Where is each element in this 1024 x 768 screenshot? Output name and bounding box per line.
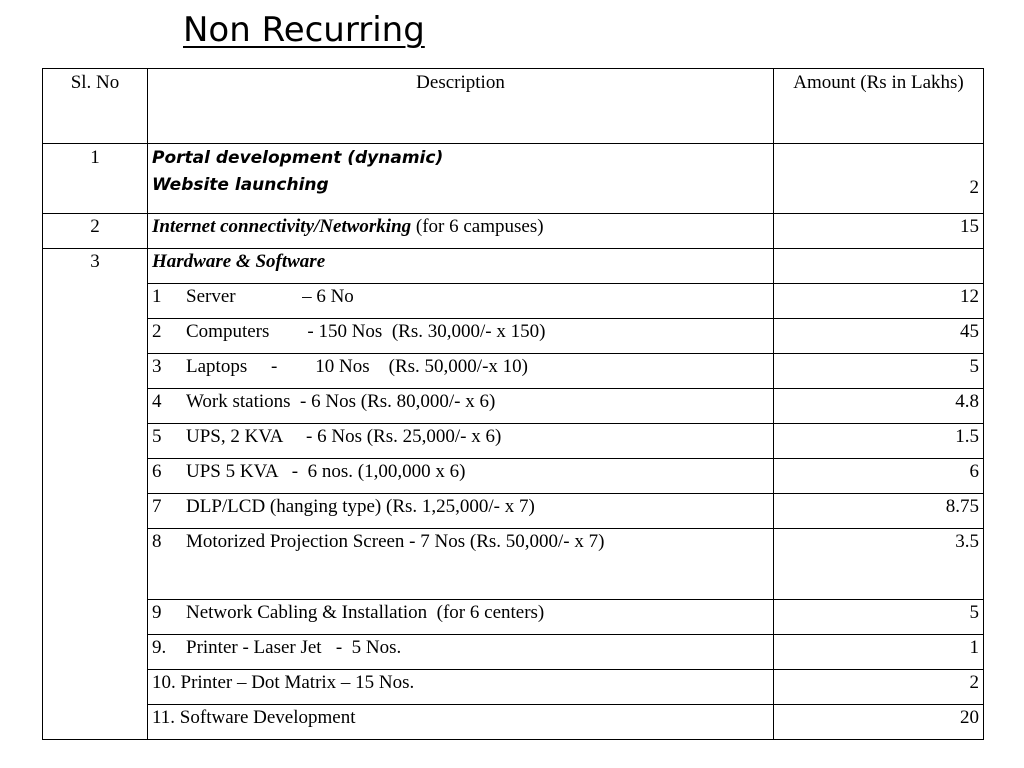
item-number: 9.: [152, 637, 167, 658]
item-amount: 3.5: [774, 529, 984, 600]
page-title: Non Recurring: [183, 10, 425, 50]
row-sl-no: 3: [43, 249, 148, 740]
table-row: [43, 249, 984, 284]
item-text: Software Development: [179, 707, 356, 728]
item-description: [148, 529, 774, 600]
header-description: Description: [148, 69, 774, 144]
item-text: DLP/LCD (hanging type) (Rs. 1,25,000/- x 7): [186, 496, 535, 517]
item-text: UPS, 2 KVA - 6 Nos (Rs. 25,000/- x 6): [186, 426, 502, 447]
row-amount: 15: [774, 214, 984, 249]
item-number: 6: [152, 461, 162, 482]
item-amount: 1.5: [774, 424, 984, 459]
item-number: 8: [152, 531, 162, 552]
table-row: [43, 600, 984, 635]
table-header-row: [43, 69, 984, 144]
item-description: [148, 494, 774, 529]
item-text: Laptops - 10 Nos (Rs. 50,000/-x 10): [186, 356, 528, 377]
item-text: Printer - Laser Jet - 5 Nos.: [186, 637, 402, 658]
item-amount: 2: [774, 670, 984, 705]
item-description: [148, 284, 774, 319]
row-description: [148, 144, 774, 214]
description-text: (for 6 campuses): [411, 216, 544, 237]
table-row: [43, 705, 984, 740]
row-amount: 2: [774, 144, 984, 214]
item-amount: 4.8: [774, 389, 984, 424]
item-amount: 8.75: [774, 494, 984, 529]
row-sl-no: 2: [43, 214, 148, 249]
item-description: [148, 389, 774, 424]
table-row: [43, 319, 984, 354]
item-number: 2: [152, 321, 162, 342]
item-description: [148, 424, 774, 459]
table-row: [43, 284, 984, 319]
table-row: [43, 635, 984, 670]
header-amount: Amount (Rs in Lakhs): [774, 69, 984, 144]
table-row: [43, 354, 984, 389]
row-amount: [774, 249, 984, 284]
item-text: Printer – Dot Matrix – 15 Nos.: [180, 672, 415, 693]
item-amount: 45: [774, 319, 984, 354]
item-amount: 6: [774, 459, 984, 494]
item-text: UPS 5 KVA - 6 nos. (1,00,000 x 6): [186, 461, 466, 482]
item-number: 4: [152, 391, 162, 412]
description-line: Portal development (dynamic): [152, 148, 444, 168]
table-row: [43, 529, 984, 600]
item-amount: 1: [774, 635, 984, 670]
item-description: [148, 459, 774, 494]
item-number: 7: [152, 496, 162, 517]
table-row: [43, 424, 984, 459]
table-row: [43, 494, 984, 529]
item-number: 11.: [152, 707, 176, 728]
item-description: [148, 354, 774, 389]
cost-table: [42, 68, 984, 740]
item-description: [148, 635, 774, 670]
item-number: 10.: [152, 672, 176, 693]
item-number: 3: [152, 356, 162, 377]
item-amount: 5: [774, 600, 984, 635]
table-row: [43, 670, 984, 705]
description-line: Website launching: [152, 175, 329, 195]
item-text: Work stations - 6 Nos (Rs. 80,000/- x 6): [186, 391, 496, 412]
item-amount: 20: [774, 705, 984, 740]
table-row: [43, 389, 984, 424]
item-text: Server – 6 No: [186, 286, 354, 307]
table-row: [43, 214, 984, 249]
description-emphasis: Internet connectivity/Networking: [152, 216, 412, 237]
table-row: [43, 459, 984, 494]
header-sl-no: Sl. No: [43, 69, 148, 144]
table-row: [43, 144, 984, 214]
item-number: 5: [152, 426, 162, 447]
row-sl-no: 1: [43, 144, 148, 214]
item-description: [148, 600, 774, 635]
item-text: Computers - 150 Nos (Rs. 30,000/- x 150): [186, 321, 546, 342]
item-description: [148, 319, 774, 354]
section-heading: Hardware & Software: [148, 249, 774, 284]
item-amount: 5: [774, 354, 984, 389]
row-description: [148, 214, 774, 249]
item-description: [148, 670, 774, 705]
item-text: Motorized Projection Screen - 7 Nos (Rs. 50,000/- x 7): [186, 531, 605, 552]
item-number: 9: [152, 602, 162, 623]
item-number: 1: [152, 286, 162, 307]
item-description: [148, 705, 774, 740]
item-amount: 12: [774, 284, 984, 319]
item-text: Network Cabling & Installation (for 6 centers): [186, 602, 545, 623]
